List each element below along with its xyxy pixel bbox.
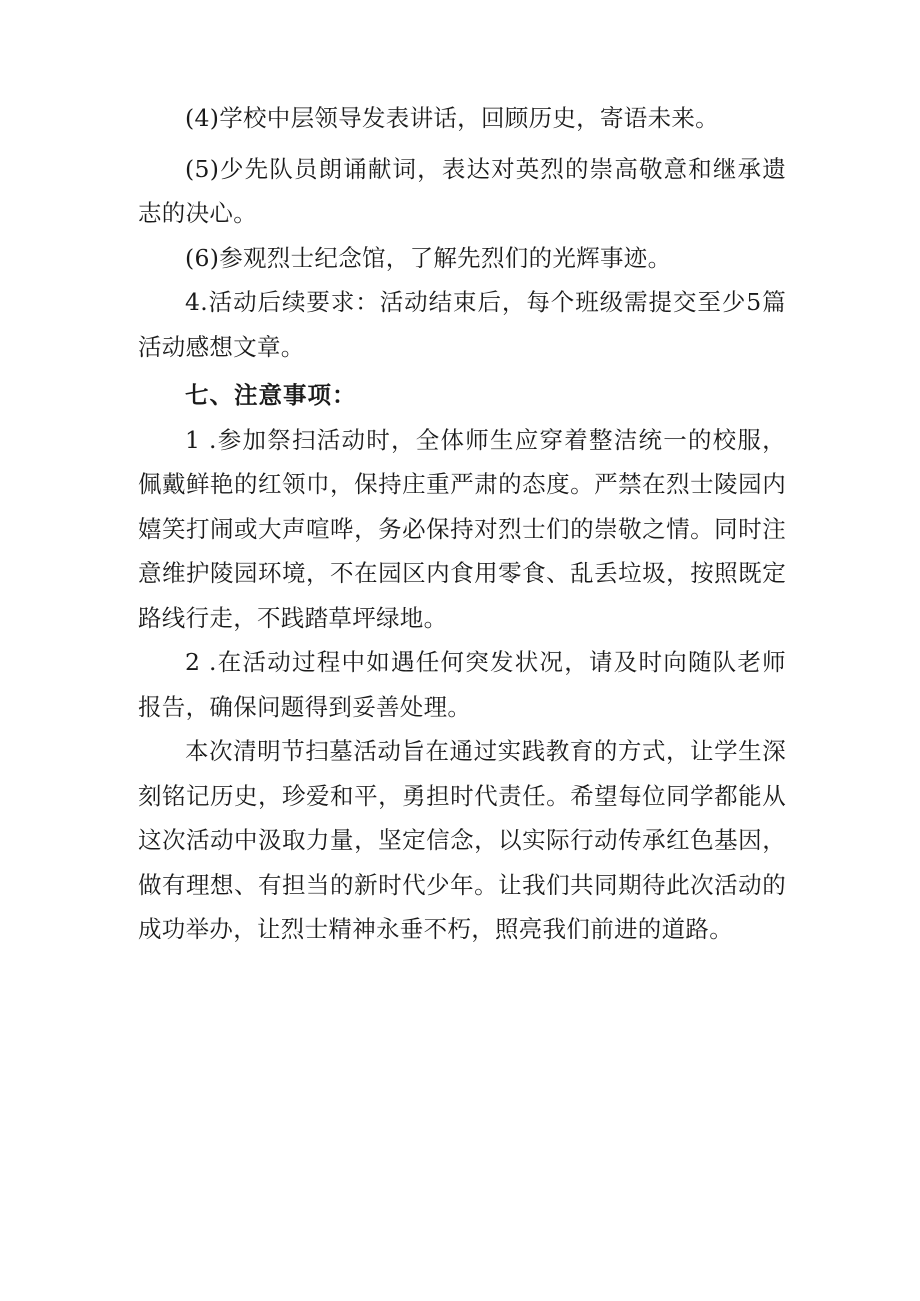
section-title-notes: 七、注意事项：: [185, 381, 357, 409]
item-5-paragraph: (5)少先队员朗诵献词，表达对英烈的崇高敬意和继承遗志的决心。: [138, 154, 786, 227]
item-6-paragraph: (6)参观烈士纪念馆，了解先烈们的光辉事迹。: [185, 243, 672, 272]
document-body: [138, 96, 786, 952]
closing-paragraph: 本次清明节扫墓活动旨在通过实践教育的方式，让学生深刻铭记历史，珍爱和平，勇担时代责任。希望每位同学都能从这次活动中汲取力量，坚定信念，以实际行动传承红色基因，做有理想、有担当的新时代少年。让我们共同期待此次活动的成功举办，让烈士精神永垂不朽，照亮我们前进的道路。: [138, 737, 786, 943]
note-1-paragraph: 1 .参加祭扫活动时，全体师生应穿着整洁统一的校服，佩戴鲜艳的红领巾，保持庄重严肃的态度。严禁在烈士陵园内嬉笑打闹或大声喧哗，务必保持对烈士们的崇敬之情。同时注意维护陵园环境，不在园区内食用零食、乱丢垃圾，按照既定路线行走，不践踏草坪绿地。: [138, 425, 786, 632]
followup-requirement-paragraph: 4.活动后续要求：活动结束后，每个班级需提交至少5篇活动感想文章。: [138, 288, 786, 361]
item-4-paragraph: (4)学校中层领导发表讲话，回顾历史，寄语未来。: [185, 104, 719, 132]
note-2-paragraph: 2 .在活动过程中如遇任何突发状况，请及时向随队老师报告，确保问题得到妥善处理。: [138, 648, 786, 721]
